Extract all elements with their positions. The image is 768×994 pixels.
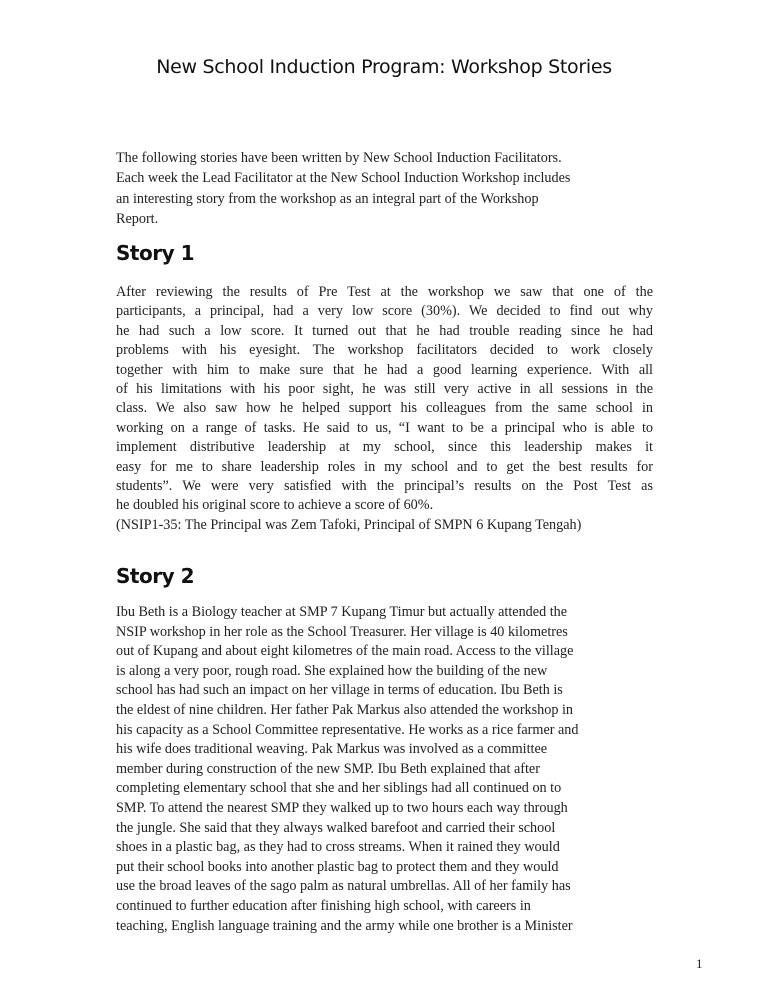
text-line: NSIP workshop in her role as the School Treasurer. Her village is 40 kilometres [116, 623, 568, 640]
text-line: students”. We were very satisfied with the principal’s results on the Post Test as [116, 477, 653, 494]
text-line: school has had such an impact on her village in terms of education. Ibu Beth is [116, 682, 563, 699]
text-line: working on a range of tasks. He said to us, “I want to be a principal who is able to [116, 419, 653, 436]
text-line: member during construction of the new SMP. Ibu Beth explained that after [116, 760, 540, 777]
text-line: problems with his eyesight. The workshop facilitators decided to work closely [116, 342, 653, 359]
text-line: Report. [116, 210, 159, 227]
text-line: Ibu Beth is a Biology teacher at SMP 7 Kupang Timur but actually attended the [116, 604, 568, 620]
text-line: put their school books into another plastic bag to protect them and they would [116, 858, 559, 875]
text-line: is along a very poor, rough road. She explained how the building of the new [116, 662, 548, 679]
text-line: the eldest of nine children. Her father Pak Markus also attended the workshop in [116, 701, 574, 718]
text-line: (NSIP1-35: The Principal was Zem Tafoki, Principal of SMPN 6 Kupang Tengah) [116, 516, 582, 533]
text-line: the jungle. She said that they always walked barefoot and carried their school [116, 819, 556, 836]
text-line: Each week the Lead Facilitator at the New School Induction Workshop includes [116, 170, 571, 187]
text-line: use the broad leaves of the sago palm as natural umbrellas. All of her family has [116, 878, 571, 895]
text-line: continued to further education after finishing high school, with careers in [116, 897, 531, 914]
story-2-paragraph [116, 603, 653, 936]
text-line: class. We also saw how he helped support his colleagues from the same school in [116, 400, 653, 417]
text-line: shoes in a plastic bag, as they had to cross streams. When it rained they would [116, 839, 560, 856]
text-line: out of Kupang and about eight kilometres of the main road. Access to the village [116, 643, 574, 660]
text-line: SMP. To attend the nearest SMP they walked up to two hours each way through [116, 799, 568, 816]
text-line: he doubled his original score to achieve a score of 60%. [116, 497, 434, 514]
text-line: of his limitations with his poor sight, he was still very active in all sessions in the [116, 380, 653, 397]
text-line: together with him to make sure that he had a good learning experience. With all [116, 361, 653, 378]
text-line: his wife does traditional weaving. Pak Markus was involved as a committee [116, 741, 548, 758]
page-number: 1 [696, 956, 703, 971]
text-line: his capacity as a School Committee representative. He works as a rice farmer and [116, 721, 579, 738]
text-line: teaching, English language training and the army while one brother is a Minister [116, 917, 573, 934]
intro-paragraph [116, 148, 653, 229]
document-title: New School Induction Program: Workshop Stories [156, 56, 612, 78]
text-line: an interesting story from the workshop as an integral part of the Workshop [116, 190, 539, 207]
story-1-paragraph [116, 283, 653, 535]
text-line: implement distributive leadership at my school, since this leadership makes it [116, 439, 653, 456]
story-2-heading: Story 2 [116, 564, 194, 588]
text-line: participants, a principal, had a very low score (30%). We decided to find out why [116, 303, 653, 320]
text-line: easy for me to share leadership roles in my school and to get the best results for [116, 458, 653, 475]
text-line: completing elementary school that she and her siblings had all continued on to [116, 780, 562, 797]
story-1-heading: Story 1 [116, 241, 194, 265]
text-line: After reviewing the results of Pre Test at the workshop we saw that one of the [116, 284, 653, 300]
text-line: The following stories have been written by New School Induction Facilitators. [116, 150, 562, 166]
text-line: he had such a low score. It turned out that he had trouble reading since he had [116, 322, 653, 339]
